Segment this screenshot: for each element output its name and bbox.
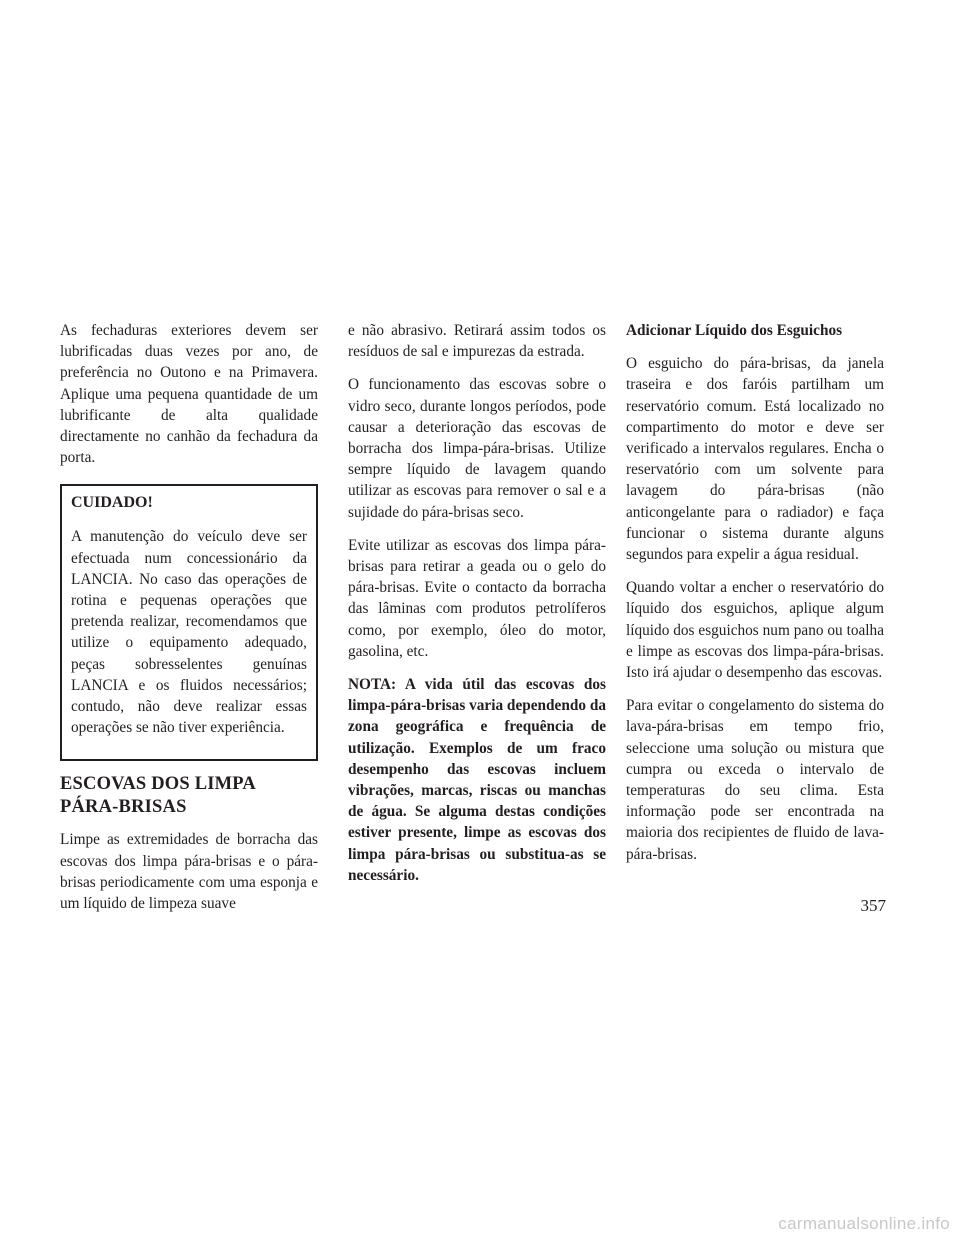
text-column-1 [60, 320, 318, 926]
subheading-washer-fluid: Adicionar Líquido dos Esguichos [626, 322, 843, 339]
caution-text: A manutenção do veículo deve ser efectuada num concessionário da LANCIA. No caso das operações de rotina e pequenas operações que pretenda realizar, recomendamos que utilize o equipamento adequado, peças sobresselentes genuínas LANCIA e os fluidos necessários; contudo, não deve realizar essas operações se não tiver experiência. [71, 528, 307, 737]
paragraph-wiper-cleaning-cont: e não abrasivo. Retirará assim todos os resíduos de sal e impurezas da estrada. [348, 322, 606, 361]
paragraph-washer-reservoir: O esguicho do pára-brisas, da janela traseira e dos faróis partilham um reservatório comum. Está localizado no compartimento do motor e deve ser verificado a intervalos regulares. Encha o reservatório com um solvente para lavagem do pára-brisas (não anticongelante para o radiador) e faça funcionar o sistema durante alguns segundos para expelir a água residual. [626, 355, 884, 564]
page-number: 357 [860, 896, 886, 915]
text-column-2 [348, 320, 606, 898]
paragraph-freezing: Para evitar o congelamento do sistema do lava-pára-brisas em tempo frio, seleccione uma solução ou mistura que cumpra ou exceda o intervalo de temperaturas do seu clima. Esta informação pode ser encontrada na maioria dos recipientes de fluido de lava-pára-brisas. [626, 697, 884, 863]
paragraph-refill: Quando voltar a encher o reservatório do líquido dos esguichos, aplique algum líquido dos esguichos num pano ou toalha e limpe as escovas dos limpa-pára-brisas. Isto irá ajudar o desempenho das escovas. [626, 579, 884, 682]
caution-title: CUIDADO! [71, 494, 153, 512]
text-column-3 [626, 320, 884, 877]
paragraph-lock-lubrication: As fechaduras exteriores devem ser lubrificadas duas vezes por ano, de preferência no Outono e na Primavera. Aplique uma pequena quantidade de um lubrificante de alta qualidade directamente no canhão da fechadura da porta. [60, 322, 318, 467]
paragraph-wiper-cleaning: Limpe as extremidades de borracha das escovas dos limpa pára-brisas e o pára-brisas periodicamente com uma esponja e um líquido de limpeza suave [60, 831, 318, 913]
paragraph-dry-glass: O funcionamento das escovas sobre o vidro seco, durante longos períodos, pode causar a deterioração das escovas de borracha dos limpa-pára-brisas. Utilize sempre líquido de lavagem quando utilizar as escovas para remover o sal e a sujidade do pára-brisas seco. [348, 376, 606, 521]
paragraph-frost-warning: Evite utilizar as escovas dos limpa pára-brisas para retirar a geada ou o gelo do pára-brisas. Evite o contacto da borracha das lâminas com produtos petrolíferos como, por exemplo, óleo do motor, gasolina, etc. [348, 536, 606, 660]
section-heading-wiper-blades: ESCOVAS DOS LIMPA PÁRA-BRISAS [60, 774, 255, 818]
caution-box [60, 484, 318, 761]
note-wiper-life: NOTA: A vida útil das escovas dos limpa-pára-brisas varia dependendo da zona geográfica e frequência de utilização. Exemplos de um fraco desempenho das escovas incluem vibrações, marcas, riscas ou manchas de água. Se alguma destas condições estiver presente, limpe as escovas dos limpa pára-brisas ou substitua-as se necessário. [348, 676, 606, 884]
watermark-text: carmanualsonline.info [778, 1214, 950, 1233]
